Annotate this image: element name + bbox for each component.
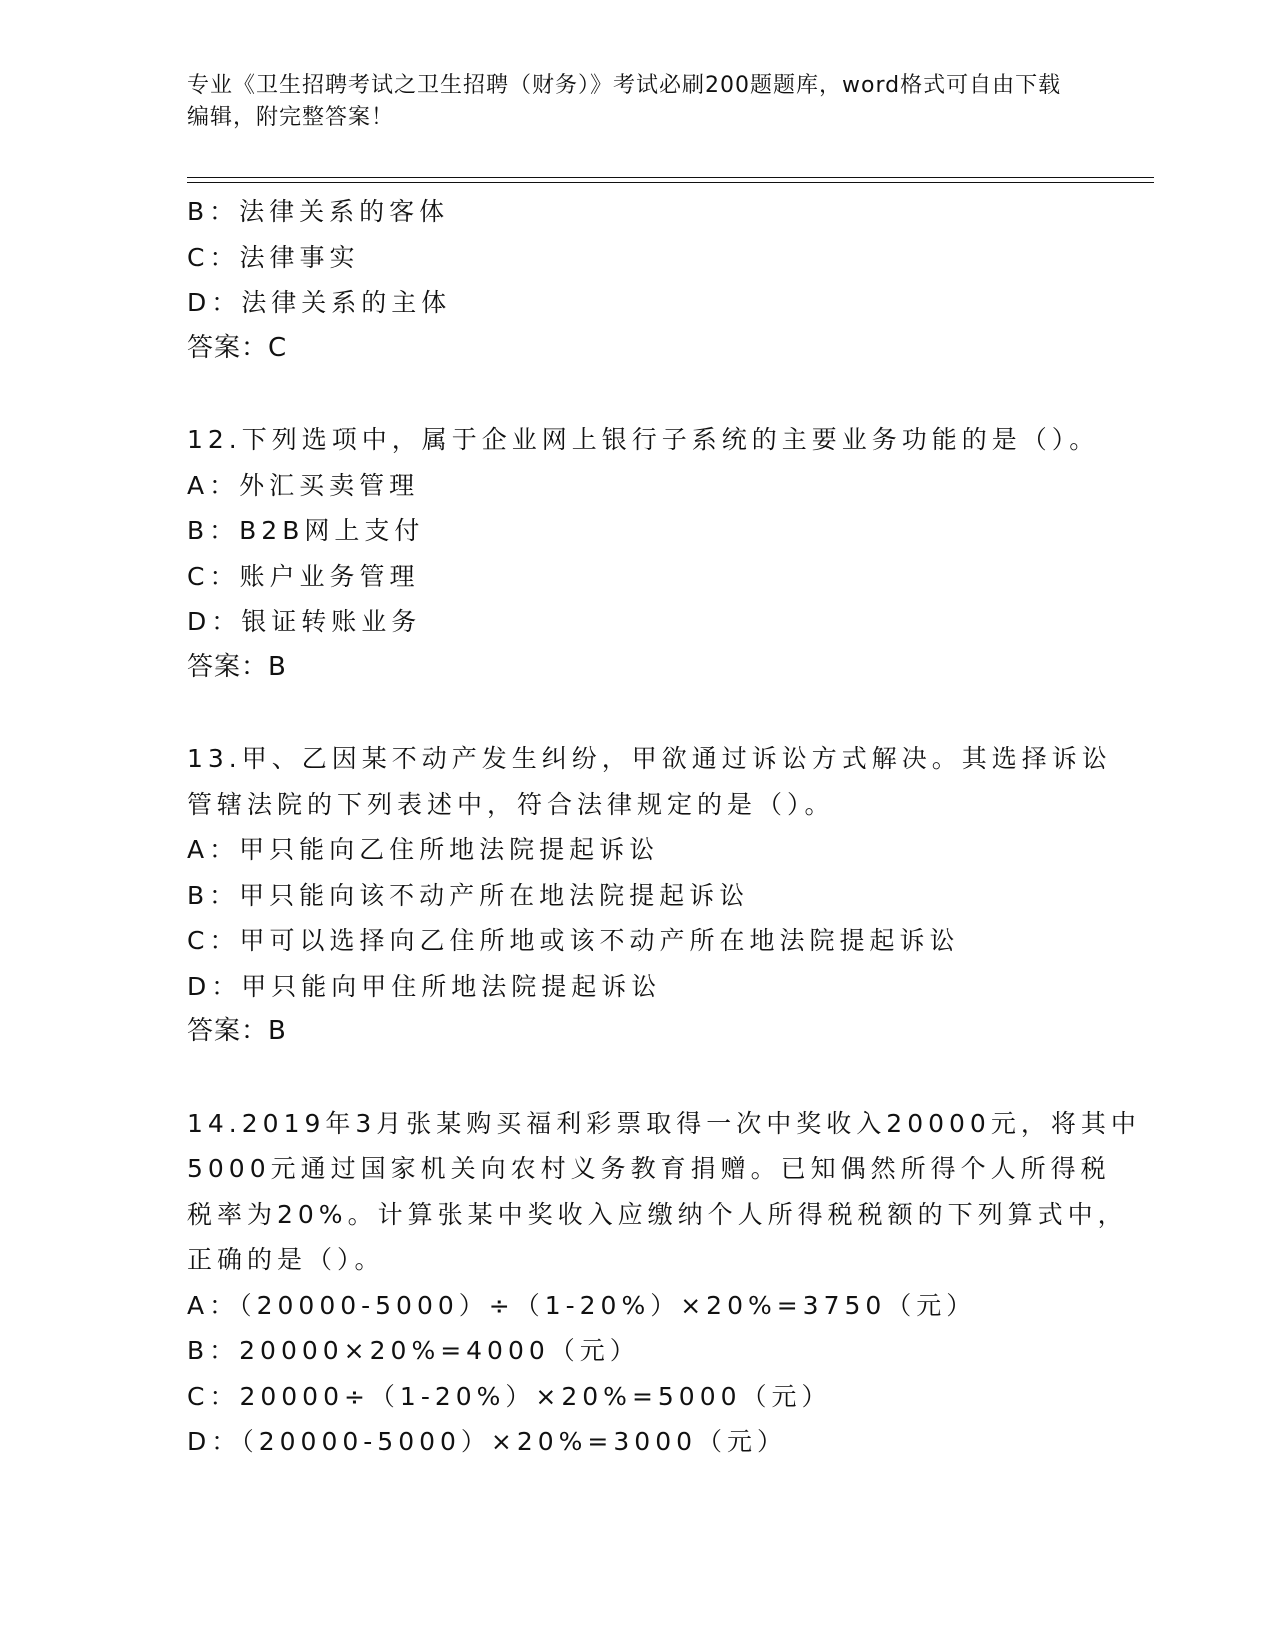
option-d: D：法律关系的主体 bbox=[187, 288, 452, 317]
header-rule-top bbox=[187, 177, 1154, 178]
question-stem-line-3: 税率为20%。计算张某中奖收入应缴纳个人所得税税额的下列算式中， bbox=[187, 1199, 1128, 1229]
question-11 bbox=[187, 189, 1087, 371]
answer: 答案：B bbox=[187, 1016, 287, 1046]
question-13 bbox=[187, 736, 1112, 1055]
option-b: B：甲只能向该不动产所在地法院提起诉讼 bbox=[187, 880, 750, 910]
question-list bbox=[187, 189, 1141, 1465]
option-d: D：（20000-5000）×20%=3000（元） bbox=[187, 1427, 788, 1456]
question-stem-line-1: 13.甲、乙因某不动产发生纠纷，甲欲通过诉讼方式解决。其选择诉讼 bbox=[187, 744, 1112, 773]
option-b: B：20000×20%=4000（元） bbox=[187, 1336, 640, 1365]
question-12 bbox=[187, 417, 1100, 690]
option-c: C：法律事实 bbox=[187, 242, 360, 272]
option-d: D：银证转账业务 bbox=[187, 607, 422, 636]
answer: 答案：C bbox=[187, 332, 288, 363]
question-stem-line-2: 管辖法院的下列表述中，符合法律规定的是（）。 bbox=[187, 789, 835, 819]
option-c: C：账户业务管理 bbox=[187, 561, 420, 591]
option-a: A：外汇买卖管理 bbox=[187, 470, 420, 500]
option-c: C：甲可以选择向乙住所地或该不动产所在地法院提起诉讼 bbox=[187, 926, 960, 955]
option-a: A：甲只能向乙住所地法院提起诉讼 bbox=[187, 835, 660, 864]
question-stem-line-4: 正确的是（）。 bbox=[187, 1245, 385, 1274]
option-a: A：（20000-5000）÷（1-20%）×20%=3750（元） bbox=[187, 1290, 977, 1320]
question-stem-line-2: 5000元通过国家机关向农村义务教育捐赠。已知偶然所得个人所得税 bbox=[187, 1154, 1111, 1183]
option-b: B：B2B网上支付 bbox=[187, 516, 425, 545]
header-text: 专业《卫生招聘考试之卫生招聘（财务）》考试必刷200题题库，word格式可自由下载编辑，附完整答案！ bbox=[187, 73, 1062, 130]
document-header bbox=[187, 70, 1077, 134]
question-14 bbox=[187, 1101, 1141, 1465]
question-stem-line-1: 14.2019年3月张某购买福利彩票取得一次中奖收入20000元，将其中 bbox=[187, 1108, 1141, 1138]
answer: 答案：B bbox=[187, 651, 287, 682]
header-rule-bottom bbox=[187, 182, 1154, 183]
option-c: C：20000÷（1-20%）×20%=5000（元） bbox=[187, 1381, 832, 1411]
question-stem: 12.下列选项中，属于企业网上银行子系统的主要业务功能的是（）。 bbox=[187, 425, 1100, 454]
option-d: D：甲只能向甲住所地法院提起诉讼 bbox=[187, 971, 662, 1001]
option-b: B：法律关系的客体 bbox=[187, 197, 450, 226]
